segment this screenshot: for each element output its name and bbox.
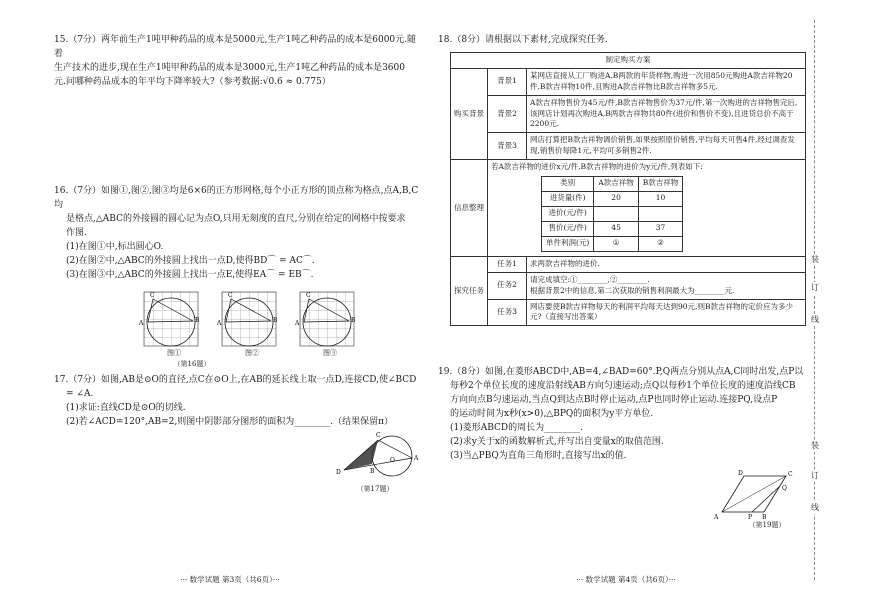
binding-char-zhuang-2: 装 bbox=[808, 440, 822, 452]
svg-text:Q: Q bbox=[782, 485, 787, 492]
info-header-2: B款吉祥物 bbox=[638, 176, 683, 191]
q17-line-2: = ∠A. bbox=[66, 388, 94, 399]
svg-text:D: D bbox=[336, 469, 341, 476]
plan-table-title: 制定购买方案 bbox=[451, 53, 806, 69]
q18-intro: 18.（8分）请根据以下素材,完成探究任务. bbox=[438, 35, 608, 45]
binding-char-xian-2: 线 bbox=[808, 502, 822, 514]
grid-figure-1 bbox=[138, 292, 200, 346]
q19-line-7: (3)当△PBQ为直角三角形时,直接写出x的值. bbox=[450, 450, 627, 461]
svg-text:C: C bbox=[788, 471, 793, 478]
purchase-background-label: 购买背景 bbox=[451, 68, 488, 159]
info-cell-3-2: ② bbox=[638, 236, 683, 251]
info-cell-1-0: 进价(元/件) bbox=[542, 206, 594, 221]
info-cell-3-0: 单件利润(元) bbox=[542, 236, 594, 251]
task2-text-a: 请完成填空:①________,②________. bbox=[530, 274, 650, 284]
bg1-label: 背景1 bbox=[488, 68, 527, 95]
svg-text:D: D bbox=[738, 470, 743, 477]
right-page bbox=[436, 0, 870, 615]
q15-line-2: 生产技术的进步,现在生产1吨甲种药品的成本是3000元,生产1吨乙种药品的成本是3600 bbox=[54, 62, 405, 73]
task3-label: 任务3 bbox=[488, 299, 527, 326]
figure-label-1: 图① bbox=[167, 349, 181, 357]
bg3-text: 网店打算把B款吉祥物调价销售,如果按照原价销售,平均每天可售4件,经过调查发现,销售价每降1元,平均可多销售2件. bbox=[527, 133, 806, 160]
task2-text-b: 根据背景2中的信息,第二次获取的销售利润最大为________元. bbox=[530, 285, 735, 295]
info-cell-1-2 bbox=[638, 206, 683, 221]
info-cell-0-1: 20 bbox=[594, 191, 638, 206]
q17-line-1: 17.（7分）如图,AB是⊙O的直径,点C在⊙O上,在AB的延长线上取一点D,连接CD,使∠BCD bbox=[54, 375, 417, 385]
q16-line-5: (2)在图②中,△ABC的外接圆上找出一点D,使得BD⌒ = AC⌒. bbox=[66, 255, 315, 266]
bg2-label: 背景2 bbox=[488, 95, 527, 133]
task3-text: 网店要使B款吉祥物每天的利润平均每天达到90元,则B款吉祥物的定价应为多少元?（直接写出答案） bbox=[527, 299, 806, 326]
figure-label-2: 图② bbox=[245, 349, 259, 357]
q19-figure bbox=[714, 468, 806, 520]
q17-line-4: (2)若∠ACD=120°,AB=2,则图中阴影部分图形的面积为________.（结果保留π） bbox=[66, 416, 393, 427]
svg-text:B: B bbox=[762, 514, 767, 520]
svg-text:C: C bbox=[306, 292, 311, 299]
svg-text:A: A bbox=[139, 320, 144, 327]
q19-caption: （第19题） bbox=[748, 521, 786, 529]
info-cell-3-1: ① bbox=[594, 236, 638, 251]
task1-text: 求两款吉祥物的进价. bbox=[527, 256, 806, 272]
svg-text:B: B bbox=[273, 317, 278, 324]
svg-text:B: B bbox=[195, 317, 200, 324]
svg-text:A: A bbox=[714, 514, 719, 520]
q16-line-4: (1)在图①中,标出圆心O. bbox=[66, 241, 164, 252]
info-cell-2-2: 37 bbox=[638, 221, 683, 236]
left-page bbox=[0, 0, 432, 615]
q19-line-1: 19.（8分）如图,在菱形ABCD中,AB=4,∠BAD=60°.P,Q两点分别从点A,C同时出发,点P以 bbox=[438, 367, 804, 377]
grid-figure-2 bbox=[216, 292, 278, 346]
info-label: 信息整理 bbox=[451, 160, 488, 257]
svg-text:C: C bbox=[150, 292, 155, 299]
purchase-plan-table bbox=[450, 52, 806, 326]
right-footer: ··· 数学试题 第4页（共6页）··· bbox=[576, 575, 676, 584]
svg-text:C: C bbox=[376, 432, 381, 439]
info-table bbox=[541, 176, 683, 252]
left-footer: ··· 数学试题 第3页（共6页）··· bbox=[180, 575, 280, 584]
q16-line-6: (3)在图③中,△ABC的外接圆上找出一点E,使得EA⌒ = EB⌒. bbox=[66, 269, 314, 280]
info-cell bbox=[488, 160, 806, 257]
q16-line-3: 作图. bbox=[66, 227, 87, 238]
q19-line-4: 的运动时间为x秒(x>0),△BPQ的面积为y平方单位. bbox=[450, 408, 654, 419]
info-cell-1-1 bbox=[594, 206, 638, 221]
q19-line-5: (1)菱形ABCD的周长为________. bbox=[450, 422, 583, 433]
q16-caption: （第16题） bbox=[173, 360, 211, 368]
info-cell-0-0: 进货量(件) bbox=[542, 191, 594, 206]
svg-text:A: A bbox=[217, 320, 222, 327]
task2-cell bbox=[527, 272, 806, 299]
q19-line-2: 每秒2个单位长度的速度沿射线AB方向匀速运动;点Q以每秒1个单位长度的速度沿线CB bbox=[450, 380, 796, 391]
binding-char-ding: 订 bbox=[808, 282, 822, 294]
bg2-text: A款吉祥物售价为45元/件,B款吉祥物售价为37元/件,第一次购进的吉祥物售完后,该网店计划再次购进A,B两款吉祥物共80件(进价和售价不变),且进货总价不高于2200元. bbox=[527, 95, 806, 133]
question-19 bbox=[438, 366, 804, 464]
q15-line-3: 元.问哪种药品成本的年平均下降率较大?（参考数据:√0.6 ≈ 0.775） bbox=[54, 76, 331, 87]
svg-text:A: A bbox=[295, 320, 300, 327]
bg1-text: 某网店直接从工厂购进A,B两款的年货样物,购进一次用850元购进A款吉祥物20件,B款吉祥物10件,且购进A款吉祥物比B款吉祥物多5元. bbox=[527, 68, 806, 95]
info-cell-2-1: 45 bbox=[594, 221, 638, 236]
q16-line-2: 是格点,△ABC的外接圆的圆心记为点O,只用无刻度的直尺,分别在给定的网格中按要求 bbox=[66, 213, 406, 224]
q17-figure bbox=[334, 428, 424, 482]
q19-line-3: 方向向点B匀速运动,当点Q到达点B时停止运动,点P也同时停止运动.连接PQ,设点P bbox=[450, 394, 778, 405]
svg-text:B: B bbox=[370, 468, 375, 475]
info-cell-2-0: 售价(元/件) bbox=[542, 221, 594, 236]
binding-char-ding-2: 订 bbox=[808, 470, 822, 482]
info-cell-0-2: 10 bbox=[638, 191, 683, 206]
q16-line-1: 16.（7分）如图①,图②,图③均是6×6的正方形网格,每个小正方形的顶点称为格点,点A,B,C均 bbox=[54, 186, 419, 210]
q17-caption: （第17题） bbox=[356, 485, 394, 493]
question-17 bbox=[54, 374, 424, 430]
q17-line-3: (1)求证:直线CD是⊙O的切线. bbox=[66, 402, 186, 413]
grid-figure-3 bbox=[294, 292, 356, 346]
binding-dashed-line bbox=[814, 20, 815, 580]
svg-text:A: A bbox=[414, 455, 419, 462]
svg-text:B: B bbox=[351, 317, 356, 324]
explore-task-label: 探究任务 bbox=[451, 256, 488, 325]
info-header-0: 类别 bbox=[542, 176, 594, 191]
q15-line-1: 15.（7分）两年前生产1吨甲种药品的成本是5000元,生产1吨乙种药品的成本是6000元.随着 bbox=[54, 35, 417, 59]
question-16 bbox=[54, 185, 424, 283]
info-header-1: A款吉祥物 bbox=[594, 176, 638, 191]
question-15 bbox=[54, 34, 424, 90]
binding-char-xian: 线 bbox=[808, 314, 822, 326]
task1-label: 任务1 bbox=[488, 256, 527, 272]
task2-label: 任务2 bbox=[488, 272, 527, 299]
q19-line-6: (2)求y关于x的函数解析式,并写出自变量x的取值范围. bbox=[450, 436, 664, 447]
info-text: 若A款吉祥物的进价x元/件,B款吉祥物的进价为y元/件,列表如下: bbox=[491, 162, 703, 171]
binding-char-zhuang: 装 bbox=[808, 254, 822, 266]
figure-label-3: 图③ bbox=[323, 349, 337, 357]
bg3-label: 背景3 bbox=[488, 133, 527, 160]
svg-text:O: O bbox=[390, 457, 395, 464]
svg-text:C: C bbox=[228, 292, 233, 299]
svg-text:P: P bbox=[748, 514, 753, 520]
